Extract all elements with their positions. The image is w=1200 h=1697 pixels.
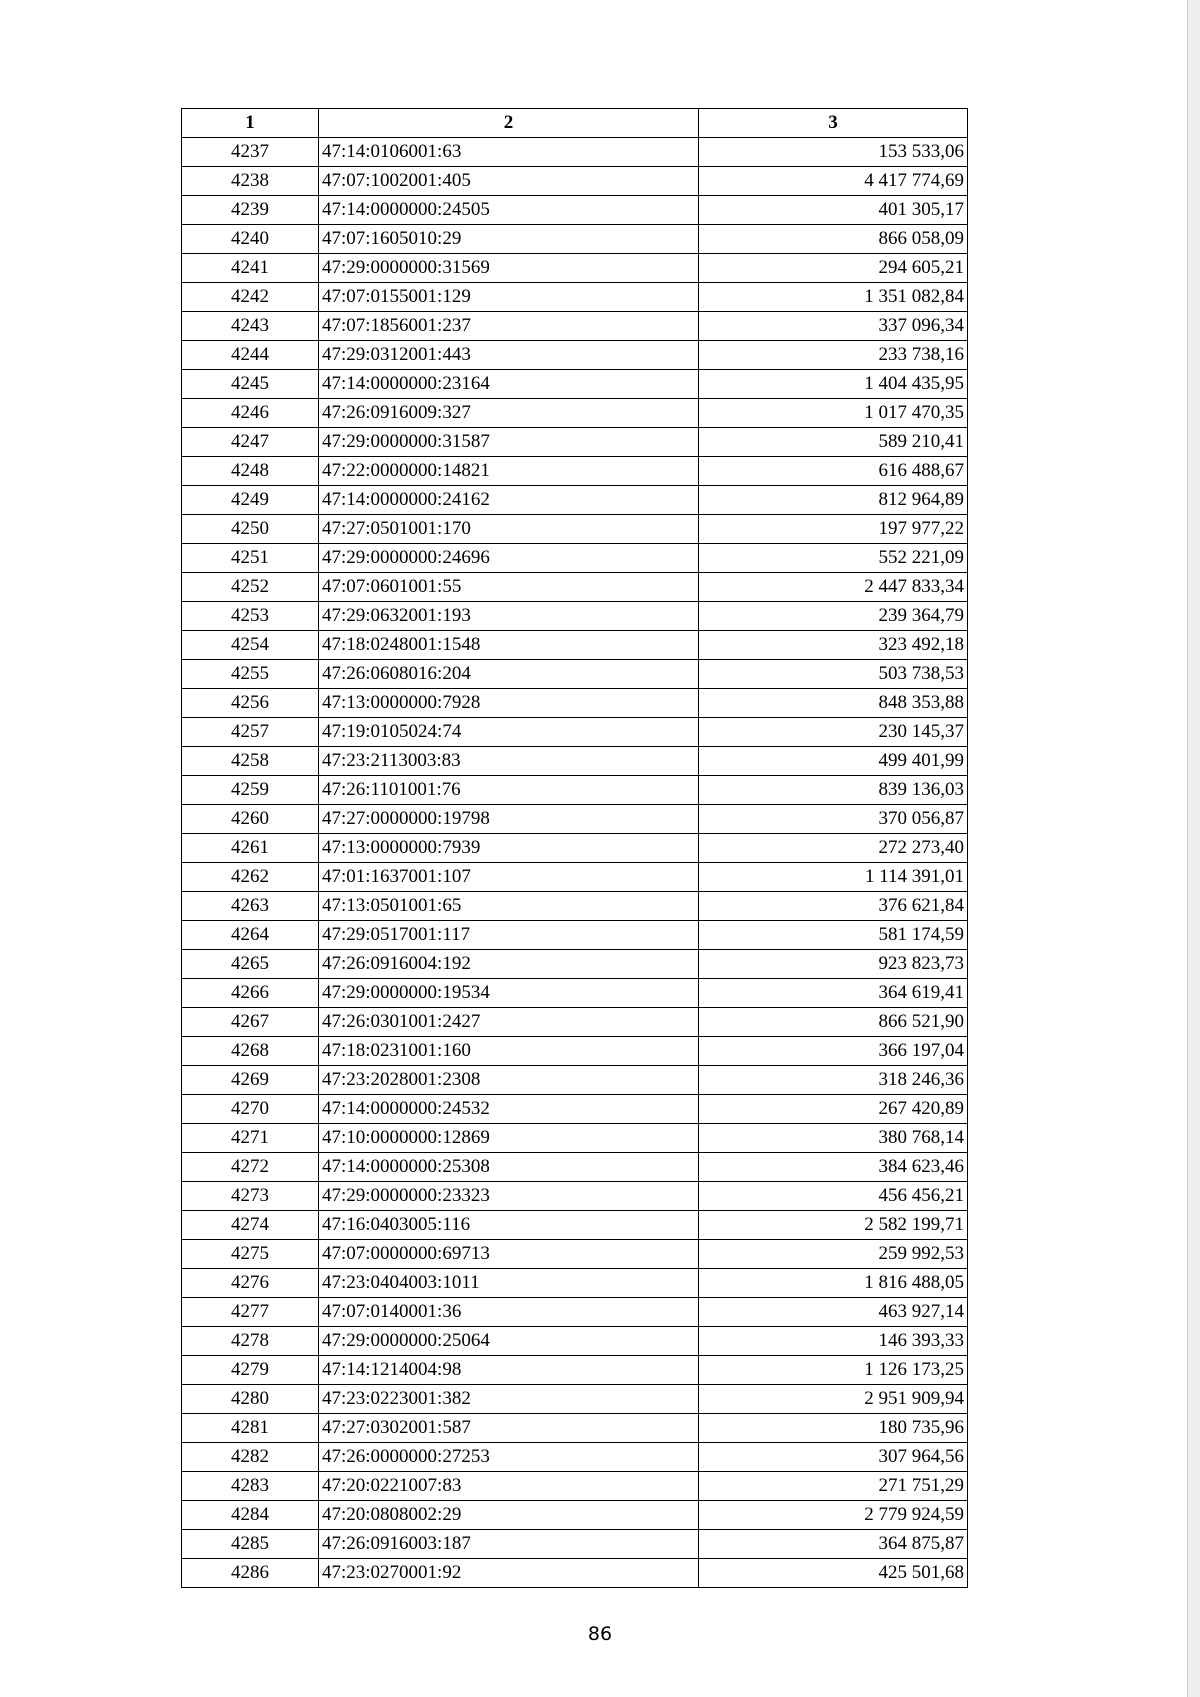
row-number-cell: 4253	[182, 602, 319, 631]
cadastral-value-cell: 380 768,14	[699, 1124, 968, 1153]
table-row	[182, 747, 968, 776]
row-number-cell: 4274	[182, 1211, 319, 1240]
cadastral-number-cell: 47:29:0312001:443	[319, 341, 699, 370]
row-number-cell: 4271	[182, 1124, 319, 1153]
table-row	[182, 1037, 968, 1066]
cadastral-value-cell: 337 096,34	[699, 312, 968, 341]
page-edge	[1187, 0, 1200, 1697]
cadastral-number-cell: 47:23:0404003:1011	[319, 1269, 699, 1298]
row-number-cell: 4272	[182, 1153, 319, 1182]
cadastral-value-cell: 1 816 488,05	[699, 1269, 968, 1298]
cadastral-number-cell: 47:07:0140001:36	[319, 1298, 699, 1327]
cadastral-value-cell: 1 404 435,95	[699, 370, 968, 399]
cadastral-number-cell: 47:07:0000000:69713	[319, 1240, 699, 1269]
cadastral-number-cell: 47:26:0000000:27253	[319, 1443, 699, 1472]
row-number-cell: 4283	[182, 1472, 319, 1501]
cadastral-number-cell: 47:14:0000000:25308	[319, 1153, 699, 1182]
table-row	[182, 312, 968, 341]
cadastral-number-cell: 47:27:0000000:19798	[319, 805, 699, 834]
table-row	[182, 805, 968, 834]
cadastral-number-cell: 47:14:0000000:24505	[319, 196, 699, 225]
table-row	[182, 1530, 968, 1559]
row-number-cell: 4258	[182, 747, 319, 776]
row-number-cell: 4269	[182, 1066, 319, 1095]
cadastral-number-cell: 47:18:0231001:160	[319, 1037, 699, 1066]
table-row	[182, 892, 968, 921]
cadastral-value-table	[181, 108, 968, 1588]
row-number-cell: 4268	[182, 1037, 319, 1066]
cadastral-value-cell: 230 145,37	[699, 718, 968, 747]
table-row	[182, 167, 968, 196]
row-number-cell: 4282	[182, 1443, 319, 1472]
cadastral-number-cell: 47:14:1214004:98	[319, 1356, 699, 1385]
cadastral-number-cell: 47:07:0155001:129	[319, 283, 699, 312]
cadastral-value-cell: 616 488,67	[699, 457, 968, 486]
cadastral-number-cell: 47:23:2028001:2308	[319, 1066, 699, 1095]
row-number-cell: 4280	[182, 1385, 319, 1414]
cadastral-value-cell: 272 273,40	[699, 834, 968, 863]
cadastral-value-cell: 366 197,04	[699, 1037, 968, 1066]
table-row	[182, 863, 968, 892]
cadastral-number-cell: 47:23:0270001:92	[319, 1559, 699, 1588]
row-number-cell: 4244	[182, 341, 319, 370]
cadastral-value-cell: 401 305,17	[699, 196, 968, 225]
cadastral-value-cell: 2 447 833,34	[699, 573, 968, 602]
cadastral-number-cell: 47:10:0000000:12869	[319, 1124, 699, 1153]
cadastral-value-cell: 271 751,29	[699, 1472, 968, 1501]
cadastral-number-cell: 47:26:0916004:192	[319, 950, 699, 979]
table-row	[182, 718, 968, 747]
row-number-cell: 4248	[182, 457, 319, 486]
row-number-cell: 4273	[182, 1182, 319, 1211]
row-number-cell: 4281	[182, 1414, 319, 1443]
cadastral-value-cell: 2 582 199,71	[699, 1211, 968, 1240]
cadastral-number-cell: 47:23:2113003:83	[319, 747, 699, 776]
cadastral-value-cell: 866 521,90	[699, 1008, 968, 1037]
table-row	[182, 515, 968, 544]
table-row	[182, 950, 968, 979]
cadastral-value-cell: 364 619,41	[699, 979, 968, 1008]
cadastral-number-cell: 47:01:1637001:107	[319, 863, 699, 892]
table-row	[182, 1153, 968, 1182]
table-row	[182, 834, 968, 863]
table-row	[182, 1559, 968, 1588]
row-number-cell: 4267	[182, 1008, 319, 1037]
table-row	[182, 689, 968, 718]
cadastral-value-cell: 425 501,68	[699, 1559, 968, 1588]
cadastral-value-cell: 180 735,96	[699, 1414, 968, 1443]
cadastral-number-cell: 47:14:0000000:24532	[319, 1095, 699, 1124]
row-number-cell: 4286	[182, 1559, 319, 1588]
table-row	[182, 1472, 968, 1501]
cadastral-value-cell: 376 621,84	[699, 892, 968, 921]
row-number-cell: 4243	[182, 312, 319, 341]
table-row	[182, 1095, 968, 1124]
table-row	[182, 1298, 968, 1327]
table-row	[182, 370, 968, 399]
cadastral-number-cell: 47:29:0000000:24696	[319, 544, 699, 573]
cadastral-value-cell: 456 456,21	[699, 1182, 968, 1211]
row-number-cell: 4279	[182, 1356, 319, 1385]
cadastral-number-cell: 47:13:0000000:7939	[319, 834, 699, 863]
header-col-2: 2	[319, 109, 699, 138]
table-row	[182, 1008, 968, 1037]
cadastral-value-cell: 1 017 470,35	[699, 399, 968, 428]
row-number-cell: 4262	[182, 863, 319, 892]
cadastral-number-cell: 47:26:0301001:2427	[319, 1008, 699, 1037]
row-number-cell: 4251	[182, 544, 319, 573]
cadastral-number-cell: 47:07:1002001:405	[319, 167, 699, 196]
row-number-cell: 4238	[182, 167, 319, 196]
cadastral-number-cell: 47:07:0601001:55	[319, 573, 699, 602]
cadastral-value-cell: 259 992,53	[699, 1240, 968, 1269]
table-row	[182, 1066, 968, 1095]
table-row	[182, 341, 968, 370]
table-row	[182, 225, 968, 254]
table-row	[182, 283, 968, 312]
header-col-3: 3	[699, 109, 968, 138]
page-number: 86	[587, 1623, 613, 1645]
row-number-cell: 4278	[182, 1327, 319, 1356]
cadastral-number-cell: 47:20:0808002:29	[319, 1501, 699, 1530]
row-number-cell: 4242	[182, 283, 319, 312]
cadastral-value-cell: 848 353,88	[699, 689, 968, 718]
table-row	[182, 776, 968, 805]
cadastral-value-cell: 866 058,09	[699, 225, 968, 254]
cadastral-value-cell: 589 210,41	[699, 428, 968, 457]
cadastral-number-cell: 47:29:0000000:23323	[319, 1182, 699, 1211]
row-number-cell: 4275	[182, 1240, 319, 1269]
cadastral-number-cell: 47:29:0000000:31587	[319, 428, 699, 457]
table-row	[182, 1124, 968, 1153]
cadastral-number-cell: 47:19:0105024:74	[319, 718, 699, 747]
table-body	[182, 138, 968, 1588]
row-number-cell: 4256	[182, 689, 319, 718]
cadastral-number-cell: 47:14:0106001:63	[319, 138, 699, 167]
row-number-cell: 4266	[182, 979, 319, 1008]
row-number-cell: 4249	[182, 486, 319, 515]
table-row	[182, 631, 968, 660]
cadastral-number-cell: 47:26:1101001:76	[319, 776, 699, 805]
table-row	[182, 660, 968, 689]
cadastral-number-cell: 47:23:0223001:382	[319, 1385, 699, 1414]
cadastral-value-cell: 4 417 774,69	[699, 167, 968, 196]
table-row	[182, 457, 968, 486]
cadastral-value-cell: 2 951 909,94	[699, 1385, 968, 1414]
cadastral-value-cell: 923 823,73	[699, 950, 968, 979]
table-row	[182, 979, 968, 1008]
table-row	[182, 399, 968, 428]
cadastral-number-cell: 47:07:1605010:29	[319, 225, 699, 254]
cadastral-value-cell: 146 393,33	[699, 1327, 968, 1356]
row-number-cell: 4255	[182, 660, 319, 689]
cadastral-value-cell: 233 738,16	[699, 341, 968, 370]
row-number-cell: 4252	[182, 573, 319, 602]
row-number-cell: 4246	[182, 399, 319, 428]
cadastral-value-cell: 318 246,36	[699, 1066, 968, 1095]
table-row	[182, 196, 968, 225]
cadastral-number-cell: 47:18:0248001:1548	[319, 631, 699, 660]
table-header	[182, 109, 968, 138]
cadastral-value-cell: 323 492,18	[699, 631, 968, 660]
table-row	[182, 1211, 968, 1240]
row-number-cell: 4277	[182, 1298, 319, 1327]
table-row	[182, 1501, 968, 1530]
cadastral-value-cell: 581 174,59	[699, 921, 968, 950]
row-number-cell: 4261	[182, 834, 319, 863]
cadastral-number-cell: 47:07:1856001:237	[319, 312, 699, 341]
cadastral-number-cell: 47:27:0501001:170	[319, 515, 699, 544]
row-number-cell: 4254	[182, 631, 319, 660]
cadastral-value-cell: 294 605,21	[699, 254, 968, 283]
row-number-cell: 4285	[182, 1530, 319, 1559]
cadastral-number-cell: 47:26:0916003:187	[319, 1530, 699, 1559]
table-row	[182, 428, 968, 457]
table-row	[182, 1240, 968, 1269]
row-number-cell: 4263	[182, 892, 319, 921]
row-number-cell: 4265	[182, 950, 319, 979]
cadastral-value-cell: 384 623,46	[699, 1153, 968, 1182]
row-number-cell: 4264	[182, 921, 319, 950]
header-col-1: 1	[182, 109, 319, 138]
cadastral-number-cell: 47:13:0000000:7928	[319, 689, 699, 718]
row-number-cell: 4250	[182, 515, 319, 544]
cadastral-number-cell: 47:16:0403005:116	[319, 1211, 699, 1240]
cadastral-value-cell: 364 875,87	[699, 1530, 968, 1559]
table-row	[182, 1414, 968, 1443]
cadastral-number-cell: 47:14:0000000:23164	[319, 370, 699, 399]
row-number-cell: 4284	[182, 1501, 319, 1530]
cadastral-value-cell: 463 927,14	[699, 1298, 968, 1327]
cadastral-number-cell: 47:13:0501001:65	[319, 892, 699, 921]
cadastral-number-cell: 47:22:0000000:14821	[319, 457, 699, 486]
table-row	[182, 1385, 968, 1414]
cadastral-value-cell: 239 364,79	[699, 602, 968, 631]
cadastral-value-cell: 839 136,03	[699, 776, 968, 805]
cadastral-number-cell: 47:26:0608016:204	[319, 660, 699, 689]
cadastral-number-cell: 47:29:0000000:19534	[319, 979, 699, 1008]
table-row	[182, 602, 968, 631]
row-number-cell: 4237	[182, 138, 319, 167]
row-number-cell: 4241	[182, 254, 319, 283]
cadastral-value-cell: 1 126 173,25	[699, 1356, 968, 1385]
header-row	[182, 109, 968, 138]
row-number-cell: 4276	[182, 1269, 319, 1298]
cadastral-value-cell: 812 964,89	[699, 486, 968, 515]
table-row	[182, 573, 968, 602]
cadastral-value-cell: 1 114 391,01	[699, 863, 968, 892]
cadastral-value-cell: 370 056,87	[699, 805, 968, 834]
cadastral-value-cell: 2 779 924,59	[699, 1501, 968, 1530]
cadastral-number-cell: 47:29:0000000:31569	[319, 254, 699, 283]
table-row	[182, 1182, 968, 1211]
cadastral-number-cell: 47:20:0221007:83	[319, 1472, 699, 1501]
table-row	[182, 1356, 968, 1385]
row-number-cell: 4259	[182, 776, 319, 805]
cadastral-value-cell: 503 738,53	[699, 660, 968, 689]
table-row	[182, 254, 968, 283]
cadastral-number-cell: 47:29:0000000:25064	[319, 1327, 699, 1356]
row-number-cell: 4245	[182, 370, 319, 399]
table-row	[182, 138, 968, 167]
row-number-cell: 4257	[182, 718, 319, 747]
cadastral-number-cell: 47:26:0916009:327	[319, 399, 699, 428]
cadastral-value-cell: 153 533,06	[699, 138, 968, 167]
row-number-cell: 4260	[182, 805, 319, 834]
cadastral-value-cell: 552 221,09	[699, 544, 968, 573]
table-row	[182, 1269, 968, 1298]
cadastral-value-cell: 1 351 082,84	[699, 283, 968, 312]
row-number-cell: 4247	[182, 428, 319, 457]
cadastral-value-cell: 499 401,99	[699, 747, 968, 776]
table-row	[182, 921, 968, 950]
cadastral-value-cell: 307 964,56	[699, 1443, 968, 1472]
cadastral-number-cell: 47:29:0517001:117	[319, 921, 699, 950]
table-row	[182, 1443, 968, 1472]
table-row	[182, 544, 968, 573]
cadastral-number-cell: 47:27:0302001:587	[319, 1414, 699, 1443]
cadastral-number-cell: 47:14:0000000:24162	[319, 486, 699, 515]
row-number-cell: 4240	[182, 225, 319, 254]
cadastral-value-cell: 267 420,89	[699, 1095, 968, 1124]
table-row	[182, 486, 968, 515]
row-number-cell: 4270	[182, 1095, 319, 1124]
table-row	[182, 1327, 968, 1356]
cadastral-value-cell: 197 977,22	[699, 515, 968, 544]
row-number-cell: 4239	[182, 196, 319, 225]
cadastral-number-cell: 47:29:0632001:193	[319, 602, 699, 631]
